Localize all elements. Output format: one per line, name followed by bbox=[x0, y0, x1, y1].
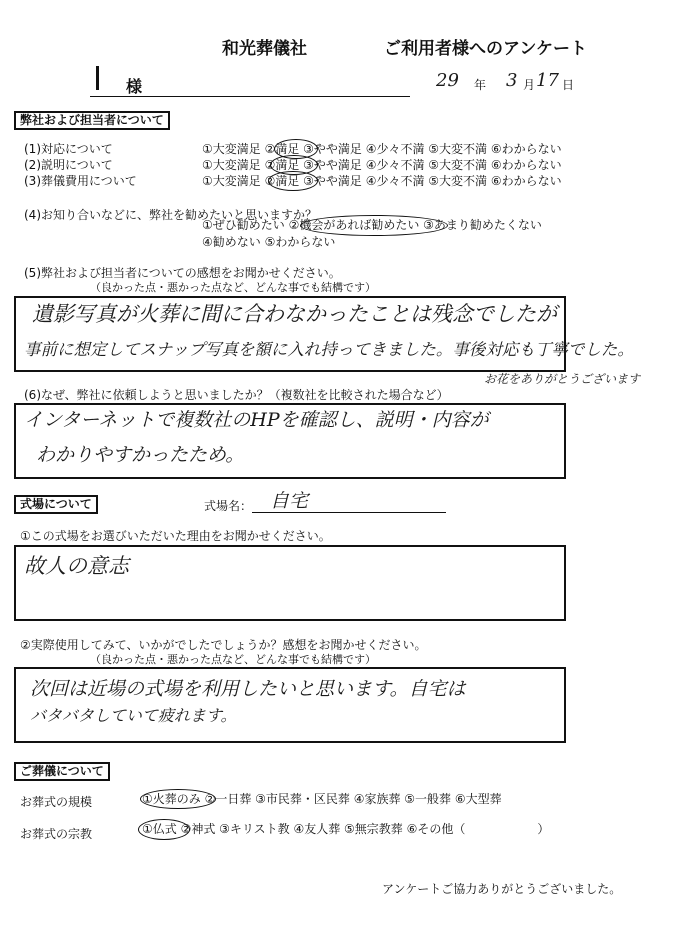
q5-answer-line2: 事前に想定してスナップ写真を額に入れ持ってきました。事後対応も丁寧でした。 bbox=[24, 340, 634, 359]
q5-note: （良かった点・悪かった点など、どんな事でも結構です） bbox=[90, 281, 376, 294]
q4-options-line2: ④勧めない ⑤わからない bbox=[202, 235, 336, 249]
company-name: 和光葬儀社 bbox=[222, 39, 307, 59]
venue-q2-question: ②実際使用してみて、いかがでしたでしょうか？感想をお聞かせください。 bbox=[20, 638, 427, 652]
religion-label: お葬式の宗教 bbox=[20, 827, 93, 841]
q2-options: ①大変満足 ②満足 ③やや満足 ④少々不満 ⑤大変不満 ⑥わからない bbox=[202, 158, 562, 172]
q5-question: (5)弊社および担当者についての感想をお聞かせください。 bbox=[24, 266, 341, 280]
religion-options: ①仏式 ②神式 ③キリスト教 ④友人葬 ⑤無宗教葬 ⑥その他（ ） bbox=[142, 822, 550, 836]
q6-answer-line1: インターネットで複数社のHPを確認し、説明・内容が bbox=[24, 409, 489, 431]
section-heading-company: 弊社および担当者について bbox=[14, 111, 170, 130]
q4-options-line1: ①ぜひ勧めたい ②機会があれば勧めたい ③あまり勧めたくない bbox=[202, 218, 542, 232]
q6-question: (6)なぜ、弊社に依頼しようと思いましたか？（複数社を比較された場合など） bbox=[24, 388, 449, 402]
venue-label: 式場名： bbox=[204, 499, 253, 513]
date-year-unit: 年 bbox=[474, 78, 487, 92]
survey-title: ご利用者様へのアンケート bbox=[384, 39, 587, 59]
q6-answer-line2: わかりやすかったため。 bbox=[36, 444, 245, 466]
q1-label: (1)対応について bbox=[24, 142, 113, 156]
date-month: 3 bbox=[506, 70, 518, 91]
selection-circle-q3 bbox=[268, 171, 318, 191]
selection-circle-religion bbox=[138, 819, 190, 840]
q3-options: ①大変満足 ②満足 ③やや満足 ④少々不満 ⑤大変不満 ⑥わからない bbox=[202, 174, 562, 188]
venue-underline bbox=[252, 512, 446, 513]
venue-q2-answer-line2: バタバタしていて疲れます。 bbox=[30, 706, 237, 725]
venue-q1-question: ①この式場をお選びいただいた理由をお聞かせください。 bbox=[20, 529, 331, 543]
name-underline bbox=[90, 96, 410, 97]
date-day: 17 bbox=[536, 70, 559, 91]
venue-q2-note: （良かった点・悪かった点など、どんな事でも結構です） bbox=[90, 653, 376, 666]
q3-label: (3)葬儀費用について bbox=[24, 174, 137, 188]
name-suffix: 様 bbox=[126, 77, 143, 96]
date-year: 29 bbox=[436, 70, 459, 91]
venue-value: 自宅 bbox=[270, 490, 309, 512]
q2-label: (2)説明について bbox=[24, 158, 113, 172]
name-field-mark bbox=[96, 66, 99, 90]
section-heading-funeral: ご葬儀について bbox=[14, 762, 110, 781]
q5-answer-line1: 遺影写真が火葬に間に合わなかったことは残念でしたが bbox=[32, 302, 557, 326]
selection-circle-scale bbox=[140, 789, 216, 809]
q1-options: ①大変満足 ②満足 ③やや満足 ④少々不満 ⑤大変不満 ⑥わからない bbox=[202, 142, 562, 156]
q5-answer-line3: お花をありがとうございます bbox=[484, 372, 641, 386]
venue-q2-answer-line1: 次回は近場の式場を利用したいと思います。自宅は bbox=[30, 678, 466, 700]
scale-label: お葬式の規模 bbox=[20, 795, 93, 809]
venue-q1-answer: 故人の意志 bbox=[24, 554, 129, 578]
date-day-unit: 日 bbox=[562, 78, 575, 92]
scale-options: ①火葬のみ ②一日葬 ③市民葬・区民葬 ④家族葬 ⑤一般葬 ⑥大型葬 bbox=[142, 792, 502, 806]
section-heading-venue: 式場について bbox=[14, 495, 98, 514]
date-month-unit: 月 bbox=[523, 78, 536, 92]
q4-question: (4)お知り合いなどに、弊社を勧めたいと思いますか？ bbox=[24, 208, 318, 222]
selection-circle-q4 bbox=[300, 215, 448, 236]
footer-thanks: アンケートご協力ありがとうございました。 bbox=[382, 882, 622, 896]
